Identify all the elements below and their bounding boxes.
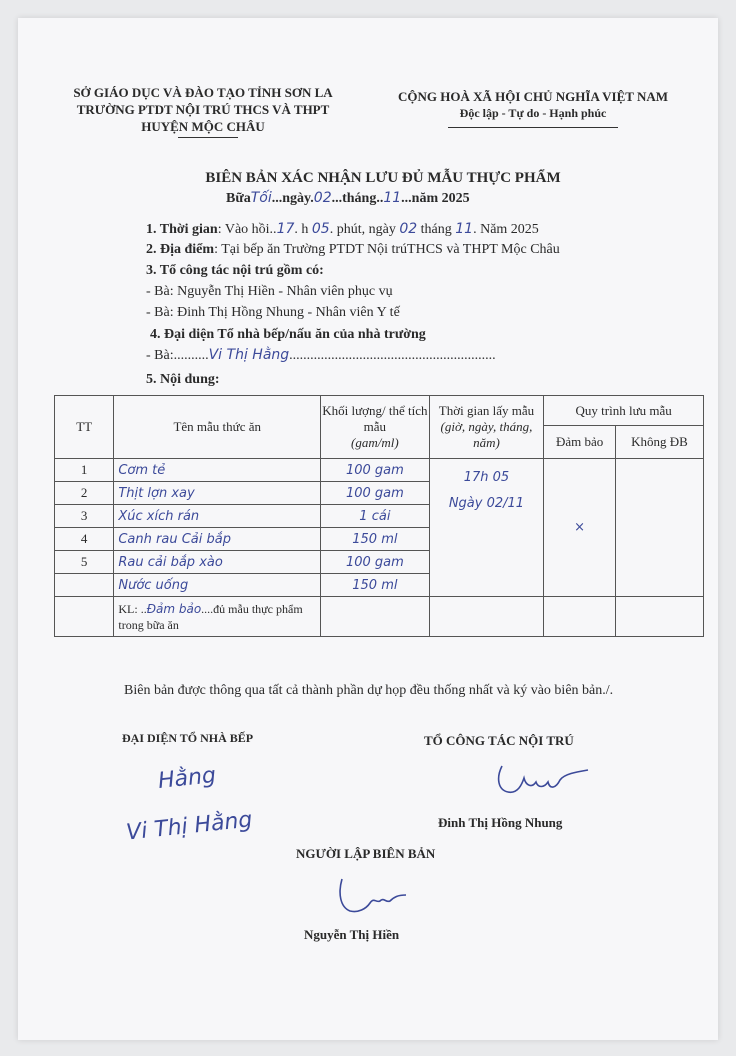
kitchen-signer-name: Vi Thị Hằng: [125, 807, 254, 846]
time-minute: 05: [311, 221, 330, 237]
table-row: 4 Canh rau Cải bắp 150 ml: [55, 528, 704, 551]
food-quantity: 100 gam: [321, 482, 430, 505]
sample-table: [54, 395, 704, 637]
col-header-time: Thời gian lấy mẫu (giờ, ngày, tháng, năm): [429, 396, 544, 459]
meal-label: Bữa: [226, 191, 251, 206]
motto-underline: [448, 127, 618, 128]
col-header-ensured: Đảm bảo: [544, 426, 616, 459]
boarding-team-signer: Đinh Thị Hồng Nhung: [438, 815, 563, 830]
ensured-mark: ×: [544, 459, 616, 597]
food-name: Rau cải bắp xào: [114, 551, 321, 574]
document-page: [18, 18, 718, 1040]
col-header-tt: TT: [55, 396, 114, 459]
conclusion-cell: KL: ..Đảm bảo....đủ mẫu thực phẩm trong bữa ăn: [114, 597, 321, 637]
document-title: BIÊN BẢN XÁC NHẬN LƯU ĐỦ MẪU THỰC PHẨM: [205, 170, 561, 186]
section-kitchen-rep: 4. Đại diện Tổ nhà bếp/nấu ăn của nhà trường: [150, 327, 426, 342]
kitchen-signature: Hằng: [156, 763, 218, 794]
time-hour: 17: [276, 221, 295, 237]
col-header-quantity: Khối lượng/ thể tích mẫu (gam/ml): [321, 396, 430, 459]
table-row: 1 Cơm tẻ 100 gam 17h 05 Ngày 02/11 ×: [55, 459, 704, 482]
col-header-name: Tên mẫu thức ăn: [114, 396, 321, 459]
header-divider: [178, 137, 238, 138]
kitchen-rep-title: ĐẠI DIỆN TỔ NHÀ BẾP: [122, 731, 254, 745]
motto: Độc lập - Tự do - Hạnh phúc: [459, 106, 607, 120]
district-line: HUYỆN MỘC CHÂU: [141, 119, 265, 134]
team-member-1: - Bà: Nguyễn Thị Hiền - Nhân viên phục vụ: [146, 284, 393, 299]
kitchen-rep-name: Vi Thị Hằng: [208, 347, 290, 363]
food-quantity: 100 gam: [321, 551, 430, 574]
food-name: Cơm tẻ: [114, 459, 321, 482]
table-row: 5 Rau cải bắp xào 100 gam: [55, 551, 704, 574]
section-team: 3. Tổ công tác nội trú gồm có:: [146, 263, 324, 278]
section-time: 1. Thời gian: Vào hồi..17. h 05. phút, ngày 02 tháng 11. Năm 2025: [146, 221, 539, 237]
meal-day: 02: [313, 190, 332, 206]
recorder-title: NGƯỜI LẬP BIÊN BẢN: [296, 846, 436, 861]
kitchen-rep-line: - Bà:..........Vi Thị Hằng...........................................................: [146, 347, 496, 363]
food-quantity: 100 gam: [321, 459, 430, 482]
recorder-name: Nguyễn Thị Hiền: [304, 927, 400, 942]
col-header-process: Quy trình lưu mẫu: [544, 396, 704, 426]
table-row: 2 Thịt lợn xay 100 gam: [55, 482, 704, 505]
team-member-2: - Bà: Đinh Thị Hồng Nhung - Nhân viên Y tế: [146, 305, 400, 320]
recorder-signature: [332, 873, 412, 919]
department-line: SỞ GIÁO DỤC VÀ ĐÀO TẠO TỈNH SƠN LA: [73, 85, 333, 100]
meal-value: Tối: [250, 190, 272, 206]
time-day: 02: [399, 221, 418, 237]
col-header-not-ensured: Không ĐB: [615, 426, 703, 459]
national-header: [378, 88, 688, 122]
boarding-team-title: TỔ CÔNG TÁC NỘI TRÚ: [424, 733, 574, 748]
closing-statement: Biên bản được thông qua tất cả thành phần dự họp đều thống nhất và ký vào biên bản./.: [124, 683, 614, 698]
food-name: Nước uống: [114, 574, 321, 597]
issuer-header: [58, 84, 348, 135]
food-name: Thịt lợn xay: [114, 482, 321, 505]
food-quantity: 150 ml: [321, 528, 430, 551]
food-quantity: 150 ml: [321, 574, 430, 597]
meal-line: BữaTối...ngày.02...tháng..11...năm 2025: [226, 190, 470, 206]
food-name: Canh rau Cải bắp: [114, 528, 321, 551]
conclusion-value: Đảm bảo: [146, 601, 202, 616]
sampling-time: 17h 05 Ngày 02/11: [429, 459, 544, 597]
boarding-team-signature: [488, 756, 598, 802]
country-name: CỘNG HOÀ XÃ HỘI CHỦ NGHĨA VIỆT NAM: [397, 89, 669, 104]
table-row: 3 Xúc xích rán 1 cái: [55, 505, 704, 528]
food-name: Xúc xích rán: [114, 505, 321, 528]
time-month: 11: [455, 221, 474, 237]
meal-month: 11: [383, 190, 402, 206]
food-quantity: 1 cái: [321, 505, 430, 528]
school-line: TRƯỜNG PTDT NỘI TRÚ THCS VÀ THPT: [76, 102, 330, 117]
section-location: 2. Địa điểm: Tại bếp ăn Trường PTDT Nội trúTHCS và THPT Mộc Châu: [146, 242, 560, 257]
section-content: 5. Nội dung:: [146, 372, 220, 387]
